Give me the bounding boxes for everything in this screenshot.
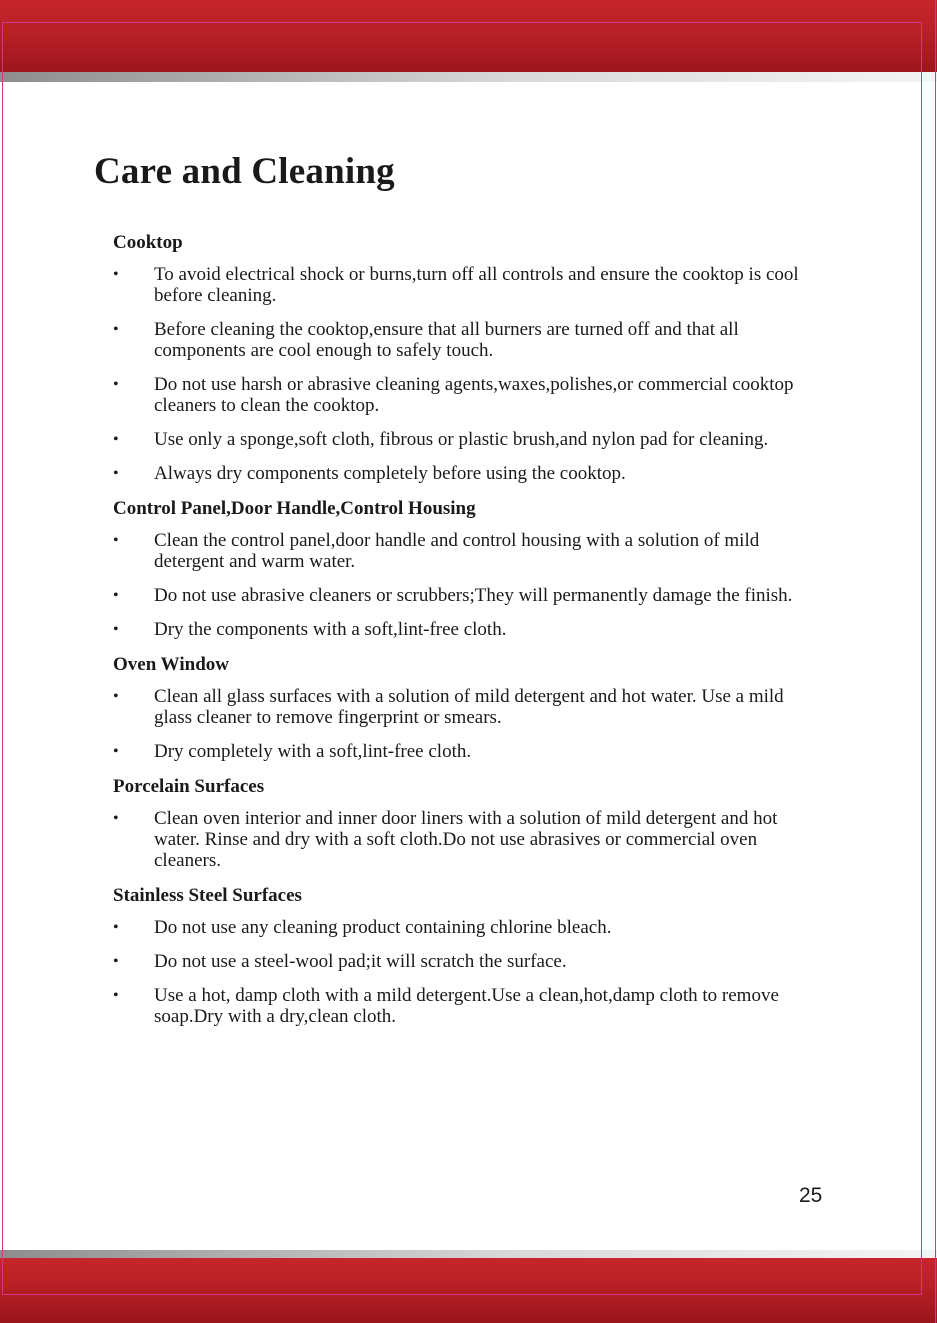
section-heading: Cooktop (113, 232, 183, 253)
bullet-icon: • (113, 266, 119, 283)
list-item (113, 429, 823, 450)
list-item (113, 741, 823, 762)
list-item-text: Clean the control panel,door handle and control housing with a solution of mild detergent and warm water. (154, 530, 760, 572)
header-band (0, 0, 937, 76)
list-item (113, 917, 823, 938)
bullet-icon: • (113, 953, 119, 970)
bullet-icon: • (113, 465, 119, 482)
list-item-text: Dry the components with a soft,lint-free cloth. (154, 619, 507, 640)
section-stainless-steel-surfaces (113, 884, 823, 1027)
list-item-text: Do not use any cleaning product containing chlorine bleach. (154, 917, 612, 938)
list-item-text: To avoid electrical shock or burns,turn off all controls and ensure the cooktop is cool before cleaning. (154, 264, 799, 306)
list-item (113, 619, 823, 640)
list-item (113, 951, 823, 972)
list-item (113, 686, 823, 728)
bullet-icon: • (113, 431, 119, 448)
manual-content (113, 231, 823, 1040)
bullet-list (113, 917, 823, 1027)
section-oven-window (113, 653, 823, 762)
section-heading: Stainless Steel Surfaces (113, 885, 302, 906)
list-item (113, 374, 823, 416)
page-title: Care and Cleaning (94, 151, 395, 192)
trim-edge (935, 0, 936, 1323)
list-item (113, 463, 823, 484)
list-item-text: Do not use a steel-wool pad;it will scratch the surface. (154, 951, 567, 972)
list-item (113, 530, 823, 572)
section-control-panel-door-handle-control-housing (113, 497, 823, 640)
bullet-icon: • (113, 810, 119, 827)
bullet-list (113, 530, 823, 640)
bullet-icon: • (113, 743, 119, 760)
list-item (113, 264, 823, 306)
list-item-text: Use only a sponge,soft cloth, fibrous or plastic brush,and nylon pad for cleaning. (154, 429, 769, 450)
list-item (113, 985, 823, 1027)
bullet-icon: • (113, 321, 119, 338)
list-item-text: Before cleaning the cooktop,ensure that all burners are turned off and that all components are cool enough to safely touch. (154, 319, 739, 361)
list-item-text: Do not use abrasive cleaners or scrubbers;They will permanently damage the finish. (154, 585, 793, 606)
bullet-icon: • (113, 919, 119, 936)
page-number: 25 (799, 1184, 823, 1207)
list-item-text: Use a hot, damp cloth with a mild detergent.Use a clean,hot,damp cloth to remove soap.Dry with a dry,clean cloth. (154, 985, 779, 1027)
list-item-text: Clean all glass surfaces with a solution of mild detergent and hot water. Use a mild glass cleaner to remove fingerprint or smears. (154, 686, 784, 728)
bullet-list (113, 686, 823, 762)
section-porcelain-surfaces (113, 775, 823, 871)
bullet-icon: • (113, 587, 119, 604)
section-heading: Oven Window (113, 654, 229, 675)
section-cooktop (113, 231, 823, 484)
footer-band (0, 1258, 937, 1323)
bullet-icon: • (113, 621, 119, 638)
section-heading: Control Panel,Door Handle,Control Housing (113, 498, 476, 519)
header-divider (0, 72, 937, 82)
list-item (113, 319, 823, 361)
list-item-text: Clean oven interior and inner door liners with a solution of mild detergent and hot water. Rinse and dry with a soft cloth.Do not use abrasives or commercial oven cleaners. (154, 808, 778, 871)
bullet-icon: • (113, 532, 119, 549)
list-item-text: Do not use harsh or abrasive cleaning agents,waxes,polishes,or commercial cooktop cleaners to clean the cooktop. (154, 374, 794, 416)
bullet-icon: • (113, 688, 119, 705)
bullet-icon: • (113, 987, 119, 1004)
list-item-text: Dry completely with a soft,lint-free cloth. (154, 741, 472, 762)
list-item (113, 808, 823, 871)
bullet-list (113, 808, 823, 871)
bullet-list (113, 264, 823, 484)
section-heading: Porcelain Surfaces (113, 776, 265, 797)
list-item-text: Always dry components completely before using the cooktop. (154, 463, 626, 484)
bullet-icon: • (113, 376, 119, 393)
list-item (113, 585, 823, 606)
